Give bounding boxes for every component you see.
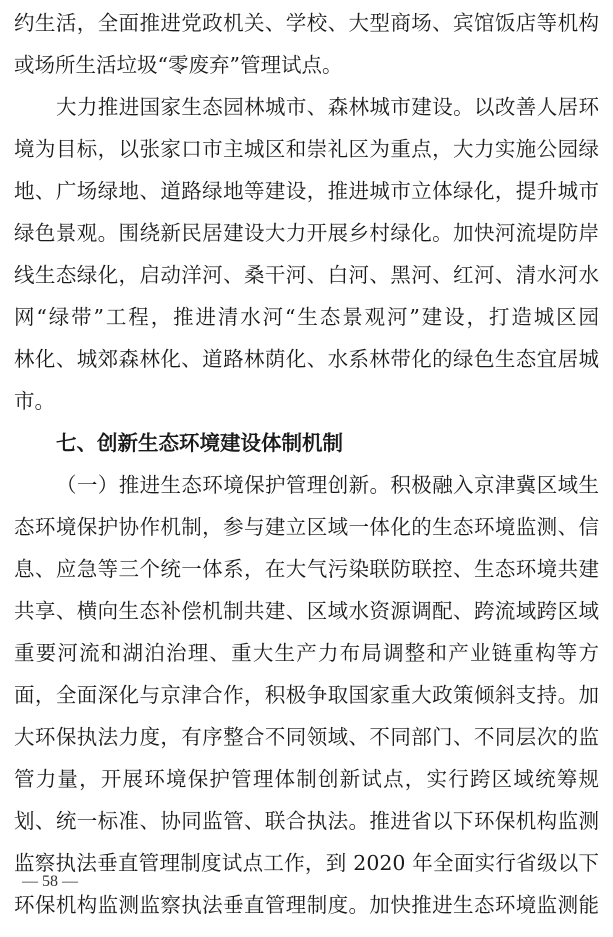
body-text-line: 共享、横向生态补偿机制共建、区域水资源调配、跨流域跨区域 — [14, 599, 599, 623]
body-text-line: 地、广场绿地、道路绿地等建设，推进城市立体绿化，提升城市 — [14, 179, 599, 203]
body-text-line: 环保机构监测监察执法垂直管理制度。加快推进生态环境监测能 — [14, 893, 599, 917]
paragraph-first-line: 大力推进国家生态园林城市、森林城市建设。以改善人居环 — [56, 95, 599, 119]
body-text-line: 网“绿带”工程，推进清水河“生态景观河”建设，打造城区园 — [14, 305, 599, 329]
body-text-line: 境为目标，以张家口市主城区和崇礼区为重点，大力实施公园绿 — [14, 137, 599, 161]
body-text-line: 市。 — [14, 389, 55, 413]
body-text-line: 林化、城郊森林化、道路林荫化、水系林带化的绿色生态宜居城 — [14, 347, 599, 371]
page-number: — 58 — — [22, 873, 78, 890]
body-text-line: 大环保执法力度，有序整合不同领域、不同部门、不同层次的监 — [14, 725, 599, 749]
body-text-line: 面，全面深化与京津合作，积极争取国家重大政策倾斜支持。加 — [14, 683, 599, 707]
paragraph-first-line: （一）推进生态环境保护管理创新。积极融入京津冀区域生 — [56, 473, 599, 497]
body-text-line: 划、统一标准、协同监管、联合执法。推进省以下环保机构监测 — [14, 809, 599, 833]
body-text-line: 重要河流和湖泊治理、重大生产力布局调整和产业链重构等方 — [14, 641, 599, 665]
body-text-line: 绿色景观。围绕新民居建设大力开展乡村绿化。加快河流堤防岸 — [14, 221, 599, 245]
body-text-line: 或场所生活垃圾“零废弃”管理试点。 — [14, 53, 343, 77]
body-text-line: 线生态绿化，启动洋河、桑干河、白河、黑河、红河、清水河水 — [14, 263, 599, 287]
section-heading: 七、创新生态环境建设体制机制 — [56, 431, 343, 455]
body-text-line: 监察执法垂直管理制度试点工作，到 2020 年全面实行省级以下 — [14, 851, 599, 875]
body-text-line: 约生活，全面推进党政机关、学校、大型商场、宾馆饭店等机构 — [14, 11, 599, 35]
body-text-line: 管力量，开展环境保护管理体制创新试点，实行跨区域统筹规 — [14, 767, 599, 791]
body-text-line: 态环境保护协作机制，参与建立区域一体化的生态环境监测、信 — [14, 515, 599, 539]
body-text-line: 息、应急等三个统一体系，在大气污染联防联控、生态环境共建 — [14, 557, 599, 581]
